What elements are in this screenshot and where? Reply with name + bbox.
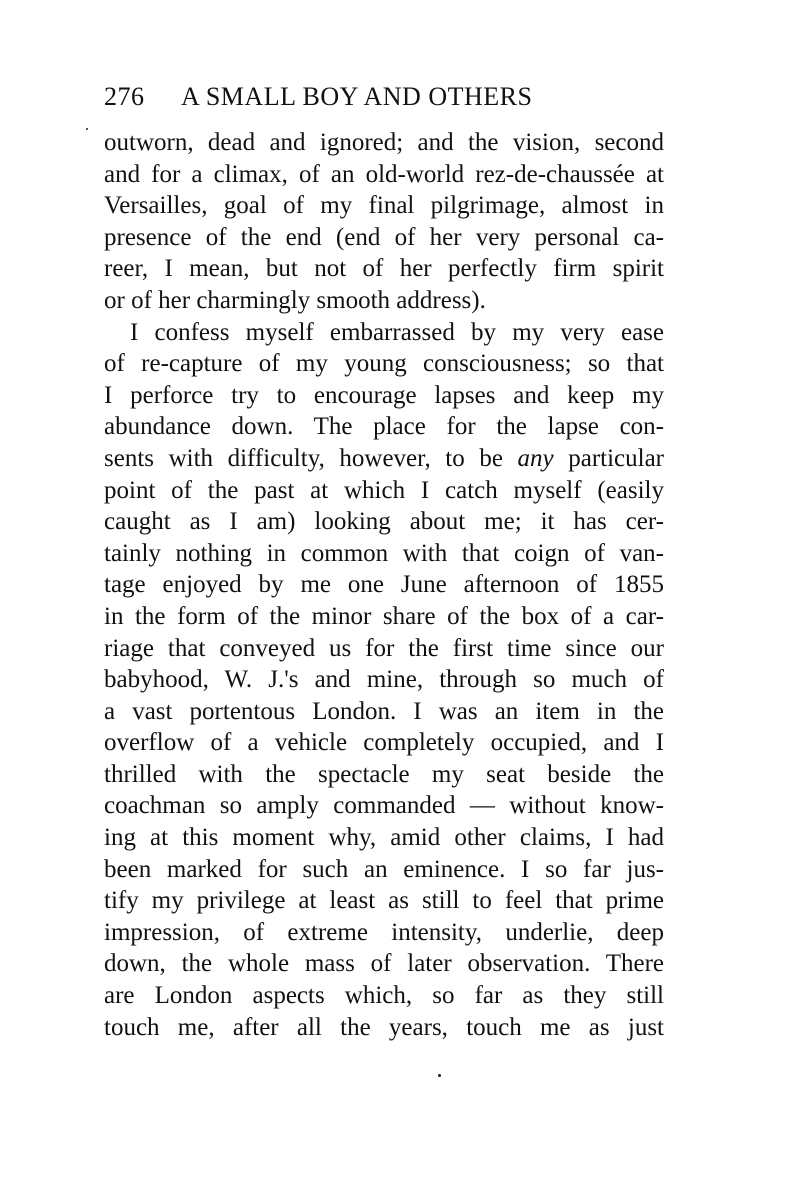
text-line: been marked for such an eminence. I so far jus-	[104, 855, 664, 883]
page-header	[104, 80, 664, 114]
line-segment: particular	[568, 444, 665, 472]
text-line: touch me, after all the years, touch me as just	[104, 1013, 664, 1041]
scan-speck	[86, 128, 88, 130]
running-head: A SMALL BOY AND OTHERS	[181, 82, 533, 111]
text-line: tify my privilege at least as still to feel that prime	[104, 887, 664, 915]
text-line: are London aspects which, so far as they still	[104, 982, 664, 1010]
scan-speck	[438, 1074, 441, 1077]
text-line: in the form of the minor share of the box of a car-	[104, 602, 664, 630]
text-line: and for a climax, of an old-world rez-de-chaussée at	[104, 160, 664, 188]
body-text	[104, 127, 664, 1043]
text-line: reer, I mean, but not of her perfectly firm spirit	[104, 255, 664, 283]
text-line: of re-capture of my young consciousness; so that	[104, 350, 664, 378]
text-line: coachman so amply commanded — without know-	[104, 792, 664, 820]
paragraph-end-line: or of her charmingly smooth address).	[104, 286, 486, 314]
text-line: tage enjoyed by me one June afternoon of 1855	[104, 571, 664, 599]
text-line: abundance down. The place for the lapse con-	[104, 413, 664, 441]
text-line-with-emphasis	[104, 443, 664, 475]
text-line: down, the whole mass of later observation. There	[104, 950, 664, 978]
text-line: caught as I am) looking about me; it has cer-	[104, 508, 664, 536]
text-line: overflow of a vehicle completely occupied, and I	[104, 729, 664, 757]
text-line: Versailles, goal of my final pilgrimage, almost in	[104, 192, 664, 220]
paragraph-start-line: I confess myself embarrassed by my very ease	[130, 318, 664, 346]
text-line: babyhood, W. J.'s and mine, through so much of	[104, 666, 664, 694]
page-number: 276	[104, 82, 145, 111]
text-line: outworn, dead and ignored; and the vision, second	[104, 129, 664, 156]
emphasized-word: any	[517, 444, 554, 472]
line-segment: sents with difficulty, however, to be	[104, 444, 503, 472]
text-line: I perforce try to encourage lapses and keep my	[104, 381, 664, 409]
text-line: point of the past at which I catch myself (easily	[104, 476, 664, 504]
text-line: thrilled with the spectacle my seat beside the	[104, 760, 664, 788]
text-line: riage that conveyed us for the first time since our	[104, 634, 664, 662]
text-line: ing at this moment why, amid other claims, I had	[104, 824, 664, 852]
text-line: impression, of extreme intensity, underlie, deep	[104, 918, 664, 946]
text-line: a vast portentous London. I was an item in the	[104, 697, 664, 725]
text-line: tainly nothing in common with that coign of van-	[104, 539, 664, 567]
text-line: presence of the end (end of her very personal ca-	[104, 223, 664, 251]
